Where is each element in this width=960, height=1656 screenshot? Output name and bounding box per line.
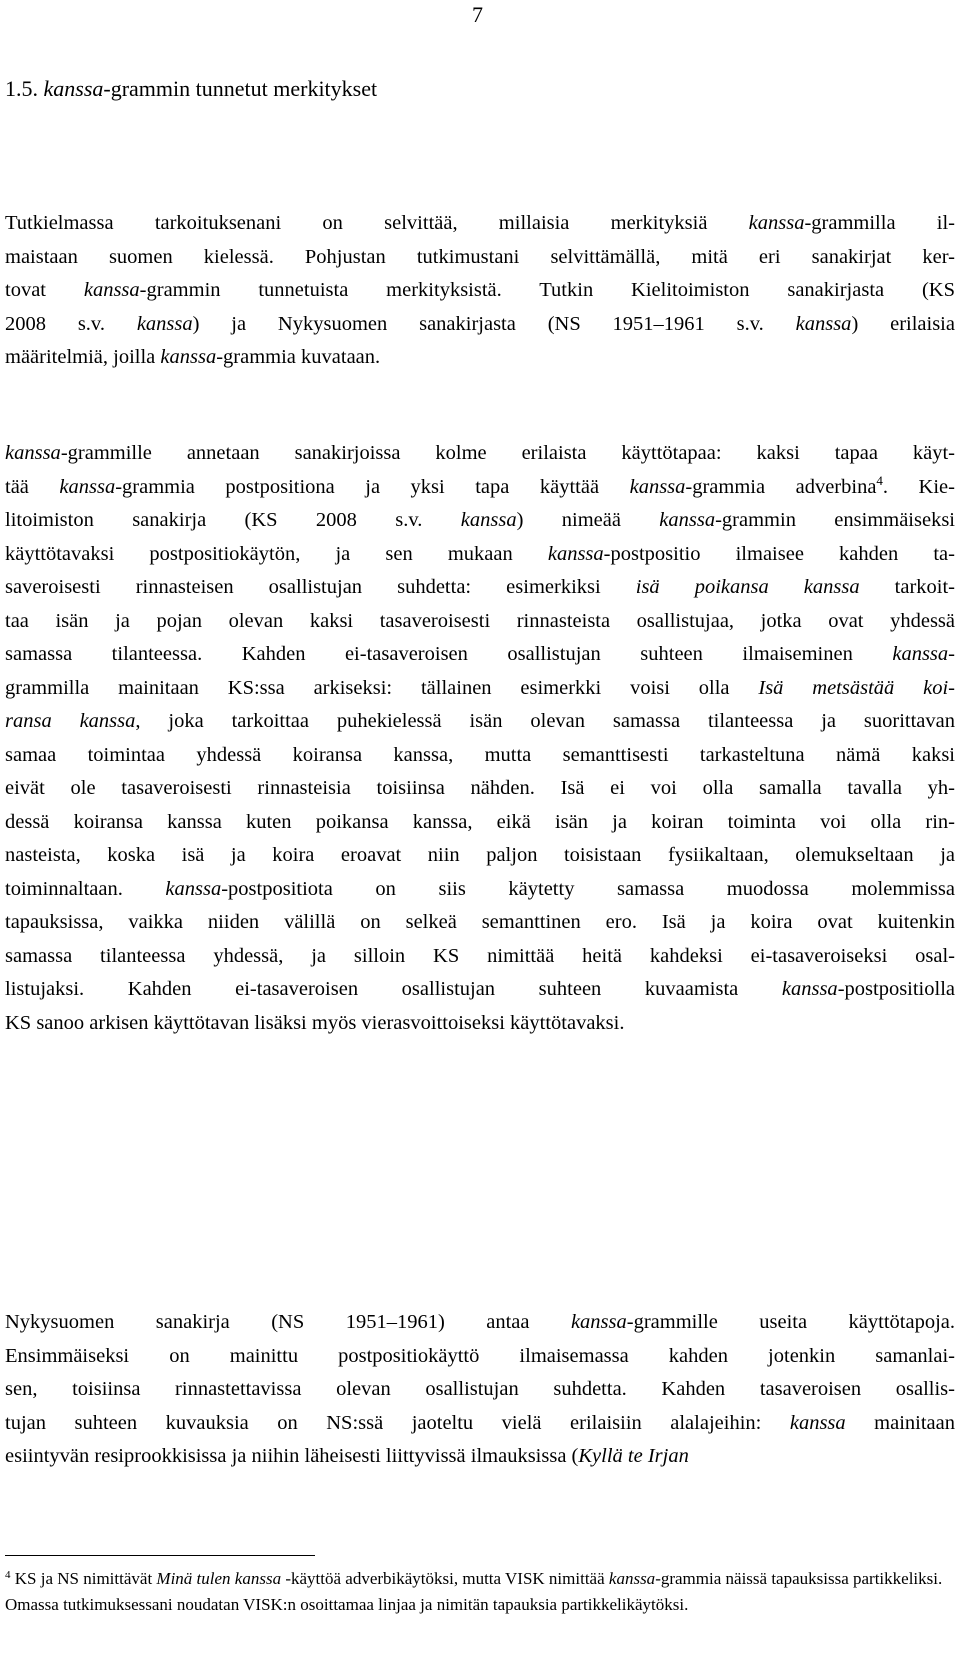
text-run: -grammia näissä tapauksissa partikkeliksi. Omassa tutkimuksessani noudatan VISK:n osoittamaa linjaa ja nimitän tapauksia partikkelikäytöksi. xyxy=(5,1569,943,1614)
text-run: tää xyxy=(5,475,60,498)
text-run: tujan suhteen kuvauksia on NS:ssä jaoteltu vielä erilaisiin alalajeihin: xyxy=(5,1411,790,1434)
text-run: käyttötavaksi postpositiokäytön, ja sen mukaan xyxy=(5,542,548,565)
text-run: ) ja Nykysuomen sanakirjasta (NS 1951–1961 s.v. xyxy=(192,312,796,335)
text-line xyxy=(5,308,955,342)
italic-text: kanssa xyxy=(160,346,217,368)
text-line xyxy=(5,873,955,907)
text-run: määritelmiä, joilla xyxy=(5,346,161,368)
text-line xyxy=(5,739,955,773)
text-run: toiminnaltaan. xyxy=(5,877,166,900)
text-run: sen, toisiinsa rinnastettavissa olevan osallistujan suhdetta. Kahden tasaveroisen osallis- xyxy=(5,1378,955,1400)
text-line xyxy=(5,672,955,706)
text-line xyxy=(5,471,955,505)
text-run: Tutkielmassa tarkoituksenani on selvittää, millaisia merkityksiä xyxy=(5,212,749,234)
text-run: - xyxy=(948,643,955,665)
italic-text: kanssa xyxy=(5,442,61,464)
text-run: . Kie- xyxy=(882,475,955,498)
section-number: 1.5. xyxy=(5,76,44,101)
italic-text: isä poikansa kanssa xyxy=(635,576,860,598)
italic-text: kanssa xyxy=(608,1569,656,1588)
text-run: tarkoit- xyxy=(859,576,956,598)
text-run: -postpositiota on siis käytetty samassa muodossa molemmissa xyxy=(221,877,955,900)
text-line xyxy=(5,1440,955,1474)
text-run: KS ja NS nimittävät xyxy=(10,1569,157,1588)
text-run: eivät ole tasaveroisesti rinnasteisia toisiinsa nähden. Isä ei voi olla samalla tavalla yh- xyxy=(5,777,955,799)
text-line xyxy=(5,973,955,1007)
text-run: -grammin tunnetuista merkityksistä. Tutkin Kielitoimiston sanakirjasta (KS xyxy=(139,279,955,301)
italic-text: kanssa xyxy=(59,475,116,498)
text-run: samassa tilanteessa yhdessä, ja silloin KS nimittää heitä kahdeksi ei-tasaveroiseksi osal- xyxy=(5,944,955,967)
footnote-ref: 4 xyxy=(876,472,883,488)
footnote-marker: 4 xyxy=(5,1569,11,1581)
text-line xyxy=(5,906,955,940)
italic-text: Minä tulen kanssa xyxy=(156,1569,282,1588)
section-heading-italic: kanssa xyxy=(43,76,104,101)
text-line xyxy=(5,1407,955,1441)
text-run: ) nimeää xyxy=(516,509,660,531)
text-run: litoimiston sanakirja (KS 2008 s.v. xyxy=(5,509,461,531)
text-line xyxy=(5,1007,955,1041)
text-line xyxy=(5,538,955,572)
text-run: grammilla mainitaan KS:ssa arkiseksi: tällainen esimerkki voisi olla xyxy=(5,676,759,699)
text-line xyxy=(5,806,955,840)
text-run: samassa tilanteessa. Kahden ei-tasaveroisen osallistujan suhteen ilmaiseminen xyxy=(5,643,893,665)
text-run: taa isän ja pojan olevan kaksi tasaveroisesti rinnasteista osallistujaa, jotka ovat yhdessä xyxy=(5,609,955,632)
text-run: KS sanoo arkisen käyttötavan lisäksi myös vierasvoittoiseksi käyttötavaksi. xyxy=(5,1011,625,1034)
italic-text: kanssa xyxy=(629,475,686,498)
text-run: mainitaan xyxy=(845,1411,955,1434)
text-run: nasteista, koska isä ja koira eroavat niin paljon toisistaan fysiikaltaan, olemukseltaan ja xyxy=(5,844,955,866)
italic-text: kanssa xyxy=(136,312,193,335)
text-run: -grammia kuvataan. xyxy=(216,346,381,368)
text-run: listujaksi. Kahden ei-tasaveroisen osallistujan suhteen kuvaamista xyxy=(5,978,782,1000)
italic-text: kanssa xyxy=(570,1311,627,1333)
footnote xyxy=(5,1566,951,1618)
text-run: Nykysuomen sanakirja (NS 1951–1961) antaa xyxy=(5,1311,571,1333)
text-line xyxy=(5,605,955,639)
text-line xyxy=(5,341,955,375)
italic-text: kanssa xyxy=(781,978,838,1000)
italic-text: kanssa xyxy=(748,212,805,234)
text-run: -grammille useita käyttötapoja. xyxy=(626,1311,956,1333)
section-heading xyxy=(5,76,377,102)
text-run: -grammia adverbina xyxy=(685,475,877,498)
paragraph-1 xyxy=(5,207,955,375)
italic-text: kanssa xyxy=(83,279,140,301)
text-run: , joka tarkoittaa puhekielessä isän olevan samassa tilanteessa ja suorittavan xyxy=(135,710,955,732)
text-run: -grammille annetaan sanakirjoissa kolme erilaista käyttötapaa: kaksi tapaa käyt- xyxy=(60,442,955,464)
text-line xyxy=(5,571,955,605)
text-run: dessä koiransa kanssa kuten poikansa kanssa, eikä isän ja koiran toiminta voi olla rin- xyxy=(5,810,955,833)
text-run: tapauksissa, vaikka niiden välillä on selkeä semanttinen ero. Isä ja koira ovat kuitenkin xyxy=(5,911,955,933)
footnote-divider xyxy=(5,1555,315,1556)
italic-text: kanssa xyxy=(165,877,222,900)
text-run: -grammia postpositiona ja yksi tapa käyttää xyxy=(115,475,630,498)
text-run: 2008 s.v. xyxy=(5,312,137,335)
text-line xyxy=(5,638,955,672)
text-run: -käyttöä adverbikäytöksi, mutta VISK nimittää xyxy=(281,1569,609,1588)
text-run: maistaan suomen kielessä. Pohjustan tutkimustani selvittämällä, mitä eri sanakirjat ker- xyxy=(5,245,955,268)
text-line xyxy=(5,1373,955,1407)
paragraph-2 xyxy=(5,437,955,1040)
text-run: Ensimmäiseksi on mainittu postpositiokäyttö ilmaisemassa kahden jotenkin samanlai- xyxy=(5,1344,955,1367)
italic-text: kanssa xyxy=(892,643,949,665)
text-run: saveroisesti rinnasteisen osallistujan suhdetta: esimerkiksi xyxy=(5,576,636,598)
text-run: -postpositiolla xyxy=(837,978,955,1000)
text-line xyxy=(5,504,955,538)
text-run: ) erilaisia xyxy=(851,312,955,335)
text-run: tovat xyxy=(5,279,84,301)
italic-text: Isä metsästää koi- xyxy=(758,676,955,699)
text-line xyxy=(5,1340,955,1374)
section-heading-rest: -grammin tunnetut merkitykset xyxy=(103,76,378,101)
text-line xyxy=(5,940,955,974)
text-line xyxy=(5,705,955,739)
text-line xyxy=(5,274,955,308)
italic-text: kanssa xyxy=(659,509,716,531)
italic-text: ransa kanssa xyxy=(5,710,136,732)
text-run: -postpositio ilmaisee kahden ta- xyxy=(603,542,955,565)
text-line xyxy=(5,437,955,471)
text-run: esiintyvän resiprookkisissa ja niihin läheisesti liittyvissä ilmauksissa ( xyxy=(5,1445,579,1467)
page-number: 7 xyxy=(472,2,483,27)
text-run: -grammin ensimmäiseksi xyxy=(715,509,956,531)
paragraph-3 xyxy=(5,1306,955,1474)
italic-text: kanssa xyxy=(789,1411,846,1434)
text-run: -grammilla il- xyxy=(804,212,955,234)
text-run: samaa toimintaa yhdessä koiransa kanssa, mutta semanttisesti tarkasteltuna nämä kaksi xyxy=(5,743,955,766)
italic-text: kanssa xyxy=(460,509,517,531)
italic-text: Kyllä te Irjan xyxy=(578,1445,689,1467)
text-line xyxy=(5,1306,955,1340)
text-line xyxy=(5,772,955,806)
text-line xyxy=(5,241,955,275)
italic-text: kanssa xyxy=(547,542,604,565)
text-line xyxy=(5,839,955,873)
text-line xyxy=(5,207,955,241)
italic-text: kanssa xyxy=(795,312,852,335)
